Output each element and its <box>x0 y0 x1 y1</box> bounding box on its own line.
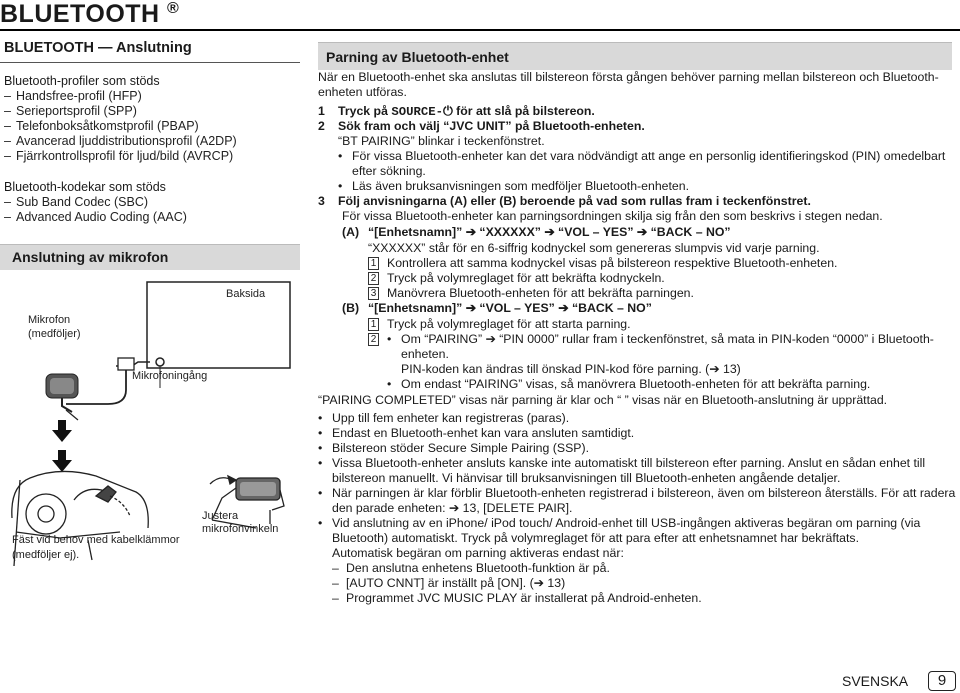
intro-text: När en Bluetooth-enhet ska anslutas till bilstereon första gången behöver parning mellan bilstereon och Bluetooth- <box>318 70 939 84</box>
substep: 1 Kontrollera att samma kodnyckel visas på bilstereon respektive Bluetooth-enheten. <box>368 256 837 271</box>
option-b: (B) “[Enhetsnamn]” ➔ “VOL – YES” ➔ “BACK – NO” <box>342 301 652 315</box>
step-3-note: För vissa Bluetooth-enheter kan parningsordningen skilja sig från den som beskrivs i stegen nedan. <box>342 209 883 223</box>
list-item: – Avancerad ljuddistributionsprofil (A2DP) <box>4 134 300 149</box>
substep-cont: enheten. <box>401 347 449 361</box>
note-item: • När parningen är klar förblir Bluetooth-enheten registrerad i bilstereon, även om bilstereon återställs. För att radera <box>318 486 956 500</box>
option-a-note: “XXXXXX” står för en 6-siffrig kodnyckel som genereras slumpvis vid varje parning. <box>368 241 820 255</box>
profiles-heading: Bluetooth-profiler som stöds <box>4 74 160 88</box>
codecs-list <box>4 180 300 225</box>
note-item-cont: den parade enheten: ➔ 13, [DELETE PAIR]. <box>332 501 573 515</box>
bullet-item: • Läs även bruksanvisningen som medföljer Bluetooth-enheten. <box>338 179 690 193</box>
dash-item: – [AUTO CNNT] är inställt på [ON]. (➔ 13) <box>332 576 566 590</box>
clamp-note-label: (medföljer ej). <box>12 549 80 561</box>
unit-back-panel <box>147 282 290 368</box>
page-number: 9 <box>928 671 956 691</box>
list-item: – Handsfree-profil (HFP) <box>4 89 300 104</box>
footer-language: SVENSKA <box>842 673 909 689</box>
microphone-icon <box>46 374 78 412</box>
step-2: 2 Sök fram och välj “JVC UNIT” på Bluetooth-enheten. <box>318 119 645 133</box>
note-item: • Bilstereon stöder Secure Simple Pairing (SSP). <box>318 441 589 455</box>
microphone-heading: Anslutning av mikrofon <box>0 244 300 270</box>
adjust-angle-label: Justera mikrofonvinkeln <box>202 510 279 535</box>
substep: 2 • Om “PAIRING” ➔ “PIN 0000” rullar fram i teckenfönstret, så mata in PIN-koden “0000” i Bluetooth- <box>368 332 934 347</box>
clamp-label: Fäst vid behov med kabelklämmor <box>12 534 180 546</box>
intro-text: enheten utföras. <box>318 85 407 99</box>
list-item: – Telefonboksåtkomstprofil (PBAP) <box>4 119 300 134</box>
bullet-item: • För vissa Bluetooth-enheter kan det vara nödvändigt att ange en personlig identifieringskod (PIN) omedelbart <box>338 149 946 163</box>
step-1: 1 Tryck på SOURCE-⏻ för att slå på bilstereon. <box>318 104 595 119</box>
list-item: – Sub Band Codec (SBC) <box>4 195 300 210</box>
dash-item: – Programmet JVC MUSIC PLAY är installerat på Android-enheten. <box>332 591 702 605</box>
substep-cont: PIN-koden kan ändras till önskad PIN-kod före parning. (➔ 13) <box>401 362 741 376</box>
arrow-down-icon <box>52 420 72 442</box>
list-item: – Serieportsprofil (SPP) <box>4 104 300 119</box>
page-title: BLUETOOTH ® <box>0 0 180 28</box>
back-side-label: Baksida <box>226 288 266 300</box>
microphone-section <box>0 244 300 604</box>
mic-label: Mikrofon <box>28 314 71 326</box>
note-item-cont: Bluetooth) automatiskt. Tryck på volymreglaget för att para efter att enhetsnamnet har bekräftats. <box>332 531 859 545</box>
mic-input-label: Mikrofoningång <box>132 370 208 382</box>
bullet-item-cont: efter sökning. <box>352 164 426 178</box>
pairing-heading: Parning av Bluetooth-enhet <box>318 42 952 70</box>
mic-supplied-label: (medföljer) <box>28 328 81 340</box>
divider <box>0 62 300 63</box>
substep: 2 Tryck på volymreglaget för att bekräfta kodnyckeln. <box>368 271 665 286</box>
header-rule <box>0 29 960 31</box>
note-item-cont: bilstereon manuellt. Vi hänvisar till bruksanvisningen till Bluetooth-enheten angående detaljer. <box>332 471 841 485</box>
dash-item: – Den anslutna enhetens Bluetooth-funktion är på. <box>332 561 610 575</box>
note-item: • Vid anslutning av en iPhone/ iPod touch/ Android-enhet till USB-ingången aktiveras begäran om parning (via <box>318 516 921 530</box>
substep: 1 Tryck på volymreglaget för att starta parning. <box>368 317 631 332</box>
option-a: (A) “[Enhetsnamn]” ➔ “XXXXXX” ➔ “VOL – YES” ➔ “BACK – NO” <box>342 225 731 239</box>
list-item: – Advanced Audio Coding (AAC) <box>4 210 300 225</box>
note-item: • Endast en Bluetooth-enhet kan vara ansluten samtidigt. <box>318 426 635 440</box>
arrow-down-icon <box>52 450 72 472</box>
profiles-list <box>4 74 300 164</box>
section-title: BLUETOOTH — Anslutning <box>4 40 192 56</box>
note-item: • Upp till fem enheter kan registreras (paras). <box>318 411 570 425</box>
step-2-note: “BT PAIRING” blinkar i teckenfönstret. <box>338 134 545 148</box>
substep-cont: • Om endast “PAIRING” visas, så manövrera Bluetooth-enheten för att bekräfta parning. <box>387 377 871 391</box>
note-item: • Vissa Bluetooth-enheter ansluts kanske inte automatiskt till bilstereon efter parning. Anslut en sådan enhet till <box>318 456 926 470</box>
codecs-heading: Bluetooth-kodekar som stöds <box>4 180 166 194</box>
substep: 3 Manövrera Bluetooth-enheten för att bekräfta parningen. <box>368 286 694 301</box>
note-item-cont: Automatisk begäran om parning aktiveras endast när: <box>332 546 624 560</box>
left-column <box>0 36 300 596</box>
step-3: 3 Följ anvisningarna (A) eller (B) beroende på vad som rullas fram i teckenfönstret. <box>318 194 811 208</box>
list-item: – Fjärrkontrollsprofil för ljud/bild (AVRCP) <box>4 149 300 164</box>
pairing-completed-text: “PAIRING COMPLETED” visas när parning är klar och “ ” visas när en Bluetooth-anslutning är upprättad. <box>318 393 888 407</box>
